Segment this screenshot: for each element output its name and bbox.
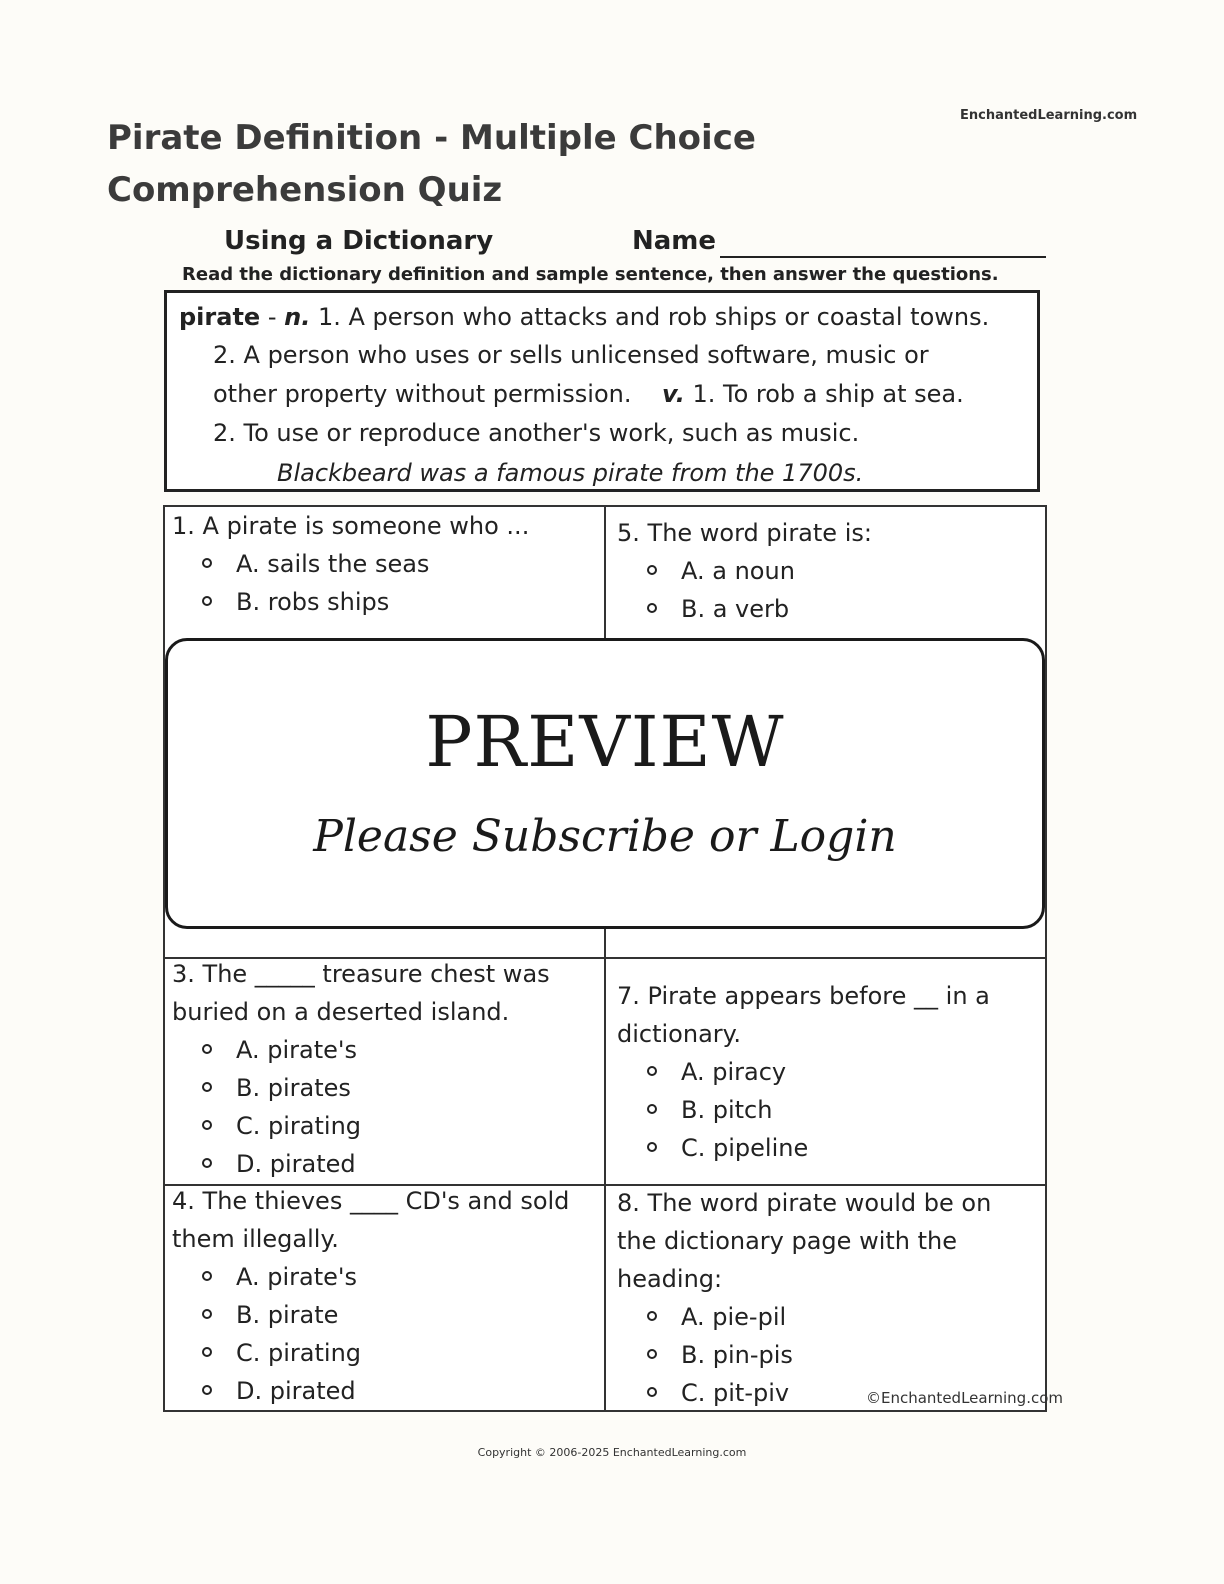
radio-button-icon[interactable] bbox=[647, 1104, 657, 1114]
radio-button-icon[interactable] bbox=[202, 1082, 212, 1092]
question-5-text: 5. The word pirate is: bbox=[617, 519, 872, 547]
question-4 bbox=[172, 1182, 569, 1410]
preview-title: PREVIEW bbox=[425, 701, 785, 783]
question-3-option-a[interactable] bbox=[172, 1031, 550, 1069]
definition-line-3 bbox=[213, 380, 964, 408]
option-label: B. pitch bbox=[681, 1096, 773, 1124]
noun-definition-1: 1. A person who attacks and rob ships or coastal towns. bbox=[317, 303, 990, 331]
question-7-option-a[interactable] bbox=[617, 1053, 990, 1091]
question-7 bbox=[617, 977, 990, 1167]
option-label: B. pirate bbox=[236, 1301, 339, 1329]
question-1-option-b[interactable] bbox=[172, 583, 529, 621]
radio-button-icon[interactable] bbox=[202, 1347, 212, 1357]
option-label: C. pit-piv bbox=[681, 1379, 790, 1407]
option-label: D. pirated bbox=[236, 1150, 356, 1178]
question-8-text-line-2: the dictionary page with the bbox=[617, 1227, 957, 1255]
option-label: C. pipeline bbox=[681, 1134, 809, 1162]
question-1-option-a[interactable] bbox=[172, 545, 529, 583]
question-3-text-line-1: 3. The _____ treasure chest was bbox=[172, 960, 550, 988]
question-1 bbox=[172, 507, 529, 621]
sample-sentence-wrap bbox=[277, 459, 863, 487]
option-label: A. piracy bbox=[681, 1058, 787, 1086]
question-3-option-d[interactable] bbox=[172, 1145, 550, 1183]
option-label: C. pirating bbox=[236, 1112, 362, 1140]
verb-definition-2: 2. To use or reproduce another's work, such as music. bbox=[213, 419, 860, 447]
question-5 bbox=[617, 514, 872, 628]
definition-word: pirate bbox=[179, 303, 261, 331]
question-8-option-b[interactable] bbox=[617, 1336, 991, 1374]
option-label: B. pin-pis bbox=[681, 1341, 793, 1369]
question-7-option-c[interactable] bbox=[617, 1129, 990, 1167]
question-4-text-line-2: them illegally. bbox=[172, 1225, 339, 1253]
option-label: C. pirating bbox=[236, 1339, 362, 1367]
option-label: D. pirated bbox=[236, 1377, 356, 1405]
question-4-text-line-1: 4. The thieves ____ CD's and sold bbox=[172, 1187, 570, 1215]
sample-sentence: Blackbeard was a famous pirate from the 1700s. bbox=[277, 459, 864, 487]
question-3-option-b[interactable] bbox=[172, 1069, 550, 1107]
footer-copyright: Copyright © 2006-2025 EnchantedLearning.com bbox=[477, 1446, 747, 1459]
radio-button-icon[interactable] bbox=[202, 1120, 212, 1130]
radio-button-icon[interactable] bbox=[647, 1066, 657, 1076]
option-label: A. pirate's bbox=[236, 1036, 358, 1064]
question-8 bbox=[617, 1184, 991, 1412]
page-title: Pirate Definition - Multiple Choice Comprehension Quiz bbox=[107, 118, 756, 210]
noun-definition-2a: 2. A person who uses or sells unlicensed software, music or bbox=[213, 341, 929, 369]
option-label: A. pie-pil bbox=[681, 1303, 787, 1331]
question-5-option-b[interactable] bbox=[617, 590, 872, 628]
radio-button-icon[interactable] bbox=[202, 1044, 212, 1054]
verb-definition-1: 1. To rob a ship at sea. bbox=[692, 380, 964, 408]
question-7-text-line-2: dictionary. bbox=[617, 1020, 742, 1048]
radio-button-icon[interactable] bbox=[202, 1158, 212, 1168]
question-5-option-a[interactable] bbox=[617, 552, 872, 590]
radio-button-icon[interactable] bbox=[202, 558, 212, 568]
definition-line-1: pirate - n. 1. A person who attacks and rob ships or coastal towns. bbox=[179, 303, 990, 331]
question-7-text-line-1: 7. Pirate appears before __ in a bbox=[617, 982, 990, 1010]
noun-label: n. bbox=[284, 303, 311, 331]
site-watermark: EnchantedLearning.com bbox=[960, 108, 1138, 123]
question-4-option-a[interactable] bbox=[172, 1258, 569, 1296]
radio-button-icon[interactable] bbox=[647, 1311, 657, 1321]
radio-button-icon[interactable] bbox=[647, 1142, 657, 1152]
definition-box bbox=[164, 290, 1040, 492]
preview-overlay[interactable] bbox=[165, 638, 1045, 929]
question-8-text-line-1: 8. The word pirate would be on bbox=[617, 1189, 992, 1217]
question-3 bbox=[172, 955, 550, 1183]
radio-button-icon[interactable] bbox=[647, 603, 657, 613]
radio-button-icon[interactable] bbox=[202, 596, 212, 606]
question-3-option-c[interactable] bbox=[172, 1107, 550, 1145]
question-4-option-d[interactable] bbox=[172, 1372, 569, 1410]
question-3-text-line-2: buried on a deserted island. bbox=[172, 998, 510, 1026]
noun-definition-2b: other property without permission. bbox=[213, 380, 632, 408]
question-8-text-line-3: heading: bbox=[617, 1265, 723, 1293]
option-label: B. pirates bbox=[236, 1074, 351, 1102]
question-4-option-b[interactable] bbox=[172, 1296, 569, 1334]
question-8-option-a[interactable] bbox=[617, 1298, 991, 1336]
question-7-option-b[interactable] bbox=[617, 1091, 990, 1129]
question-4-option-c[interactable] bbox=[172, 1334, 569, 1372]
question-1-text: 1. A pirate is someone who ... bbox=[172, 512, 530, 540]
option-label: B. robs ships bbox=[236, 588, 390, 616]
name-underline bbox=[720, 256, 1046, 258]
name-label: Name bbox=[632, 226, 717, 256]
option-label: A. a noun bbox=[681, 557, 795, 585]
option-label: B. a verb bbox=[681, 595, 790, 623]
instructions: Read the dictionary definition and sample sentence, then answer the questions. bbox=[182, 264, 999, 285]
radio-button-icon[interactable] bbox=[647, 1387, 657, 1397]
radio-button-icon[interactable] bbox=[647, 565, 657, 575]
option-label: A. sails the seas bbox=[236, 550, 430, 578]
option-label: A. pirate's bbox=[236, 1263, 358, 1291]
radio-button-icon[interactable] bbox=[202, 1309, 212, 1319]
subscribe-login-prompt[interactable]: Please Subscribe or Login bbox=[313, 811, 897, 862]
radio-button-icon[interactable] bbox=[647, 1349, 657, 1359]
verb-label: v. bbox=[662, 380, 685, 408]
radio-button-icon[interactable] bbox=[202, 1271, 212, 1281]
worksheet-heading: Using a Dictionary bbox=[224, 226, 494, 256]
radio-button-icon[interactable] bbox=[202, 1385, 212, 1395]
worksheet-copyright: ©EnchantedLearning.com bbox=[866, 1389, 1063, 1407]
